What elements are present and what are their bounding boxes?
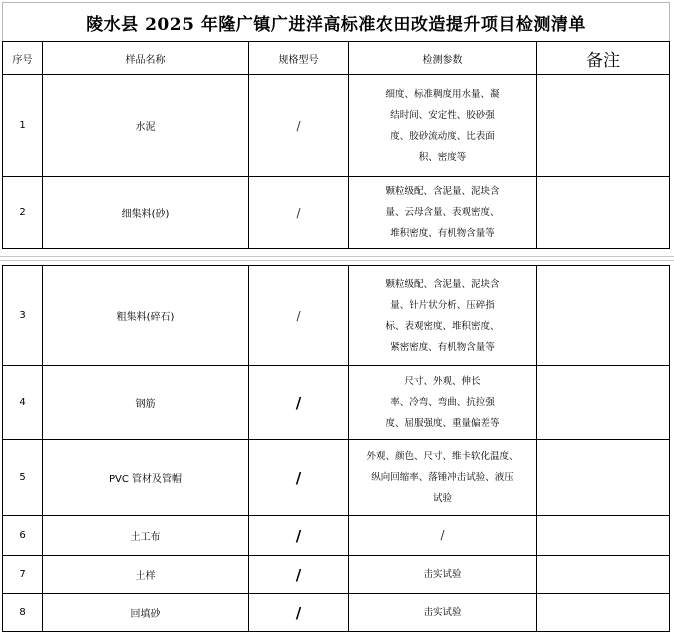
row-sample: 回填砂: [43, 594, 249, 632]
param-line: 结时间、安定性、胶砂强: [390, 109, 495, 121]
page-break: [0, 251, 674, 264]
param-line: 纵向回缩率、落锤冲击试验、液压: [371, 472, 514, 483]
document-title: 陵水县 2025 年隆广镇广进洋高标准农田改造提升项目检测清单: [3, 3, 670, 42]
row-no: 3: [3, 266, 43, 366]
param-line: 尺寸、外观、伸长: [404, 376, 481, 387]
param-line: /: [440, 528, 445, 542]
table-row: [3, 75, 670, 177]
param-line: 度、屈服强度、重量偏差等: [385, 418, 500, 429]
table-row: [3, 516, 670, 556]
row-sample: 土样: [43, 556, 249, 594]
table-row: [3, 556, 670, 594]
row-note: [537, 594, 670, 632]
row-no: 1: [3, 75, 43, 177]
row-params: [349, 266, 537, 366]
param-line: 堆积密度、有机物含量等: [390, 228, 495, 239]
page-break-line: [0, 260, 674, 261]
param-line: 率、冷弯、弯曲、抗拉强: [390, 397, 495, 408]
row-params: [349, 177, 537, 249]
table-header-row: [3, 42, 670, 75]
row-params: [349, 594, 537, 632]
row-no: 7: [3, 556, 43, 594]
row-sample: 土工布: [43, 516, 249, 556]
param-line: 外观、颜色、尺寸、维卡软化温度、: [366, 451, 519, 462]
row-params: [349, 75, 537, 177]
param-line: 紧密密度、有机物含量等: [390, 341, 495, 353]
row-sample: 细集料(砂): [43, 177, 249, 249]
row-no: 4: [3, 366, 43, 440]
row-note: [537, 516, 670, 556]
table-row: [3, 177, 670, 249]
row-note: [537, 75, 670, 177]
inspection-table-part-1: [2, 2, 670, 249]
row-spec: /: [249, 594, 349, 632]
table-row: [3, 440, 670, 516]
row-no: 8: [3, 594, 43, 632]
header-sample: 样品名称: [43, 42, 249, 75]
row-params: [349, 556, 537, 594]
row-params: [349, 366, 537, 440]
param-line: 度、胶砂流动度、比表面: [390, 130, 495, 142]
param-line: 标、表观密度、堆积密度、: [385, 320, 500, 332]
row-note: [537, 440, 670, 516]
table-row: [3, 266, 670, 366]
header-note: 备注: [537, 42, 670, 75]
row-note: [537, 366, 670, 440]
row-spec: /: [249, 440, 349, 516]
param-line: 试验: [432, 493, 452, 504]
row-note: [537, 266, 670, 366]
header-no: 序号: [3, 42, 43, 75]
header-spec: 规格型号: [249, 42, 349, 75]
row-sample: 粗集料(碎石): [43, 266, 249, 366]
row-spec: /: [249, 366, 349, 440]
param-line: 颗粒级配、含泥量、泥块含: [385, 186, 500, 197]
row-spec: /: [249, 177, 349, 249]
row-spec: /: [249, 516, 349, 556]
row-sample: 钢筋: [43, 366, 249, 440]
param-line: 积、密度等: [418, 151, 467, 163]
param-line: 击实试验: [423, 607, 462, 618]
row-sample: PVC 管材及管帽: [43, 440, 249, 516]
row-spec: /: [249, 75, 349, 177]
row-no: 5: [3, 440, 43, 516]
table-row: [3, 366, 670, 440]
row-no: 2: [3, 177, 43, 249]
row-params: [349, 516, 537, 556]
param-line: 量、针片状分析、压碎指: [390, 299, 495, 311]
row-spec: /: [249, 556, 349, 594]
param-line: 颗粒级配、含泥量、泥块含: [385, 278, 500, 290]
param-line: 细度、标准稠度用水量、凝: [385, 88, 500, 100]
header-params: 检测参数: [349, 42, 537, 75]
row-spec: /: [249, 266, 349, 366]
row-sample: 水泥: [43, 75, 249, 177]
page-break-line: [0, 256, 674, 257]
param-line: 击实试验: [423, 569, 462, 580]
row-note: [537, 556, 670, 594]
inspection-table-part-2: [2, 265, 670, 632]
row-params: [349, 440, 537, 516]
row-note: [537, 177, 670, 249]
table-row: [3, 594, 670, 632]
param-line: 量、云母含量、表观密度、: [385, 207, 500, 218]
row-no: 6: [3, 516, 43, 556]
